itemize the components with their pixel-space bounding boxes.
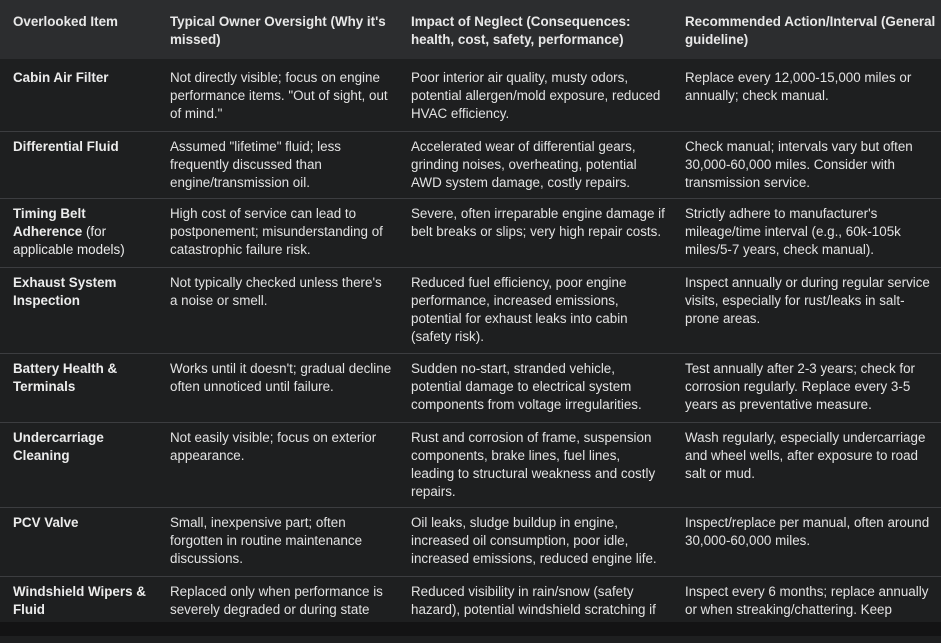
- cell-impact: Severe, often irreparable engine damage if belt breaks or slips; very high repair costs.: [398, 199, 672, 268]
- item-name: Windshield Wipers & Fluid: [13, 584, 146, 617]
- cell-oversight: Works until it doesn't; gradual decline often unnoticed until failure.: [157, 354, 398, 423]
- cell-impact: Reduced fuel efficiency, poor engine performance, increased emissions, potential for exhaust leaks into cabin (safety risk).: [398, 268, 672, 354]
- cell-oversight: Small, inexpensive part; often forgotten in routine maintenance discussions.: [157, 508, 398, 577]
- cell-impact: Rust and corrosion of frame, suspension components, brake lines, fuel lines, leading to structural weakness and costly repairs.: [398, 423, 672, 508]
- cell-oversight: High cost of service can lead to postponement; misunderstanding of catastrophic failure risk.: [157, 199, 398, 268]
- cell-action: Wash regularly, especially undercarriage and wheel wells, after exposure to road salt or mud.: [672, 423, 941, 508]
- cell-action: Inspect annually or during regular service visits, especially for rust/leaks in salt-prone areas.: [672, 268, 941, 354]
- header-impact-of-neglect: Impact of Neglect (Consequences: health, cost, safety, performance): [398, 0, 672, 59]
- cell-oversight: Not directly visible; focus on engine performance items. "Out of sight, out of mind.": [157, 59, 398, 132]
- cell-item: [0, 354, 157, 423]
- header-recommended-action: Recommended Action/Interval (General guideline): [672, 0, 941, 59]
- cell-item: [0, 199, 157, 268]
- item-name: Undercarriage Cleaning: [13, 430, 104, 463]
- cell-oversight: Not typically checked unless there's a noise or smell.: [157, 268, 398, 354]
- item-qualifier: (for applicable models): [13, 224, 125, 257]
- table-body: [0, 59, 941, 643]
- item-name: Timing Belt Adherence: [13, 206, 86, 239]
- cell-oversight: Replaced only when performance is severely degraded or during state: [157, 577, 398, 643]
- cell-action: Inspect/replace per manual, often around 30,000-60,000 miles.: [672, 508, 941, 577]
- item-name: Exhaust System Inspection: [13, 275, 116, 308]
- cell-action: Inspect every 6 months; replace annually or when streaking/chattering. Keep: [672, 577, 941, 643]
- cell-impact: Reduced visibility in rain/snow (safety hazard), potential windshield scratching if: [398, 577, 672, 643]
- cell-action: Check manual; intervals vary but often 30,000-60,000 miles. Consider with transmission service.: [672, 132, 941, 199]
- item-name: Battery Health & Terminals: [13, 361, 117, 394]
- table-row: [0, 423, 941, 508]
- cell-oversight: Not easily visible; focus on exterior appearance.: [157, 423, 398, 508]
- cell-item: [0, 423, 157, 508]
- header-row: [0, 0, 941, 59]
- item-name: PCV Valve: [13, 515, 79, 530]
- table-row: [0, 132, 941, 199]
- table-header: [0, 0, 941, 59]
- header-owner-oversight: Typical Owner Oversight (Why it's missed): [157, 0, 398, 59]
- cell-impact: Poor interior air quality, musty odors, potential allergen/mold exposure, reduced HVAC efficiency.: [398, 59, 672, 132]
- cell-action: Strictly adhere to manufacturer's mileage/time interval (e.g., 60k-105k miles/5-7 years, check manual).: [672, 199, 941, 268]
- table-row: [0, 508, 941, 577]
- cell-item: [0, 508, 157, 577]
- header-overlooked-item: Overlooked Item: [0, 0, 157, 59]
- cell-oversight: Assumed "lifetime" fluid; less frequently discussed than engine/transmission oil.: [157, 132, 398, 199]
- cell-action: Test annually after 2-3 years; check for corrosion regularly. Replace every 3-5 years as preventative measure.: [672, 354, 941, 423]
- cell-item: [0, 132, 157, 199]
- cell-item: [0, 268, 157, 354]
- cell-impact: Sudden no-start, stranded vehicle, potential damage to electrical system components from voltage irregularities.: [398, 354, 672, 423]
- cell-impact: Oil leaks, sludge buildup in engine, increased oil consumption, poor idle, increased emissions, reduced engine life.: [398, 508, 672, 577]
- table-row: [0, 199, 941, 268]
- cell-impact: Accelerated wear of differential gears, grinding noises, overheating, potential AWD system damage, costly repairs.: [398, 132, 672, 199]
- item-name: Cabin Air Filter: [13, 70, 108, 85]
- page-bottom-strip: [0, 622, 941, 636]
- cell-action: Replace every 12,000-15,000 miles or annually; check manual.: [672, 59, 941, 132]
- table-row: [0, 59, 941, 132]
- cell-item: [0, 59, 157, 132]
- table-row: [0, 268, 941, 354]
- table-row: [0, 354, 941, 423]
- item-name: Differential Fluid: [13, 139, 119, 154]
